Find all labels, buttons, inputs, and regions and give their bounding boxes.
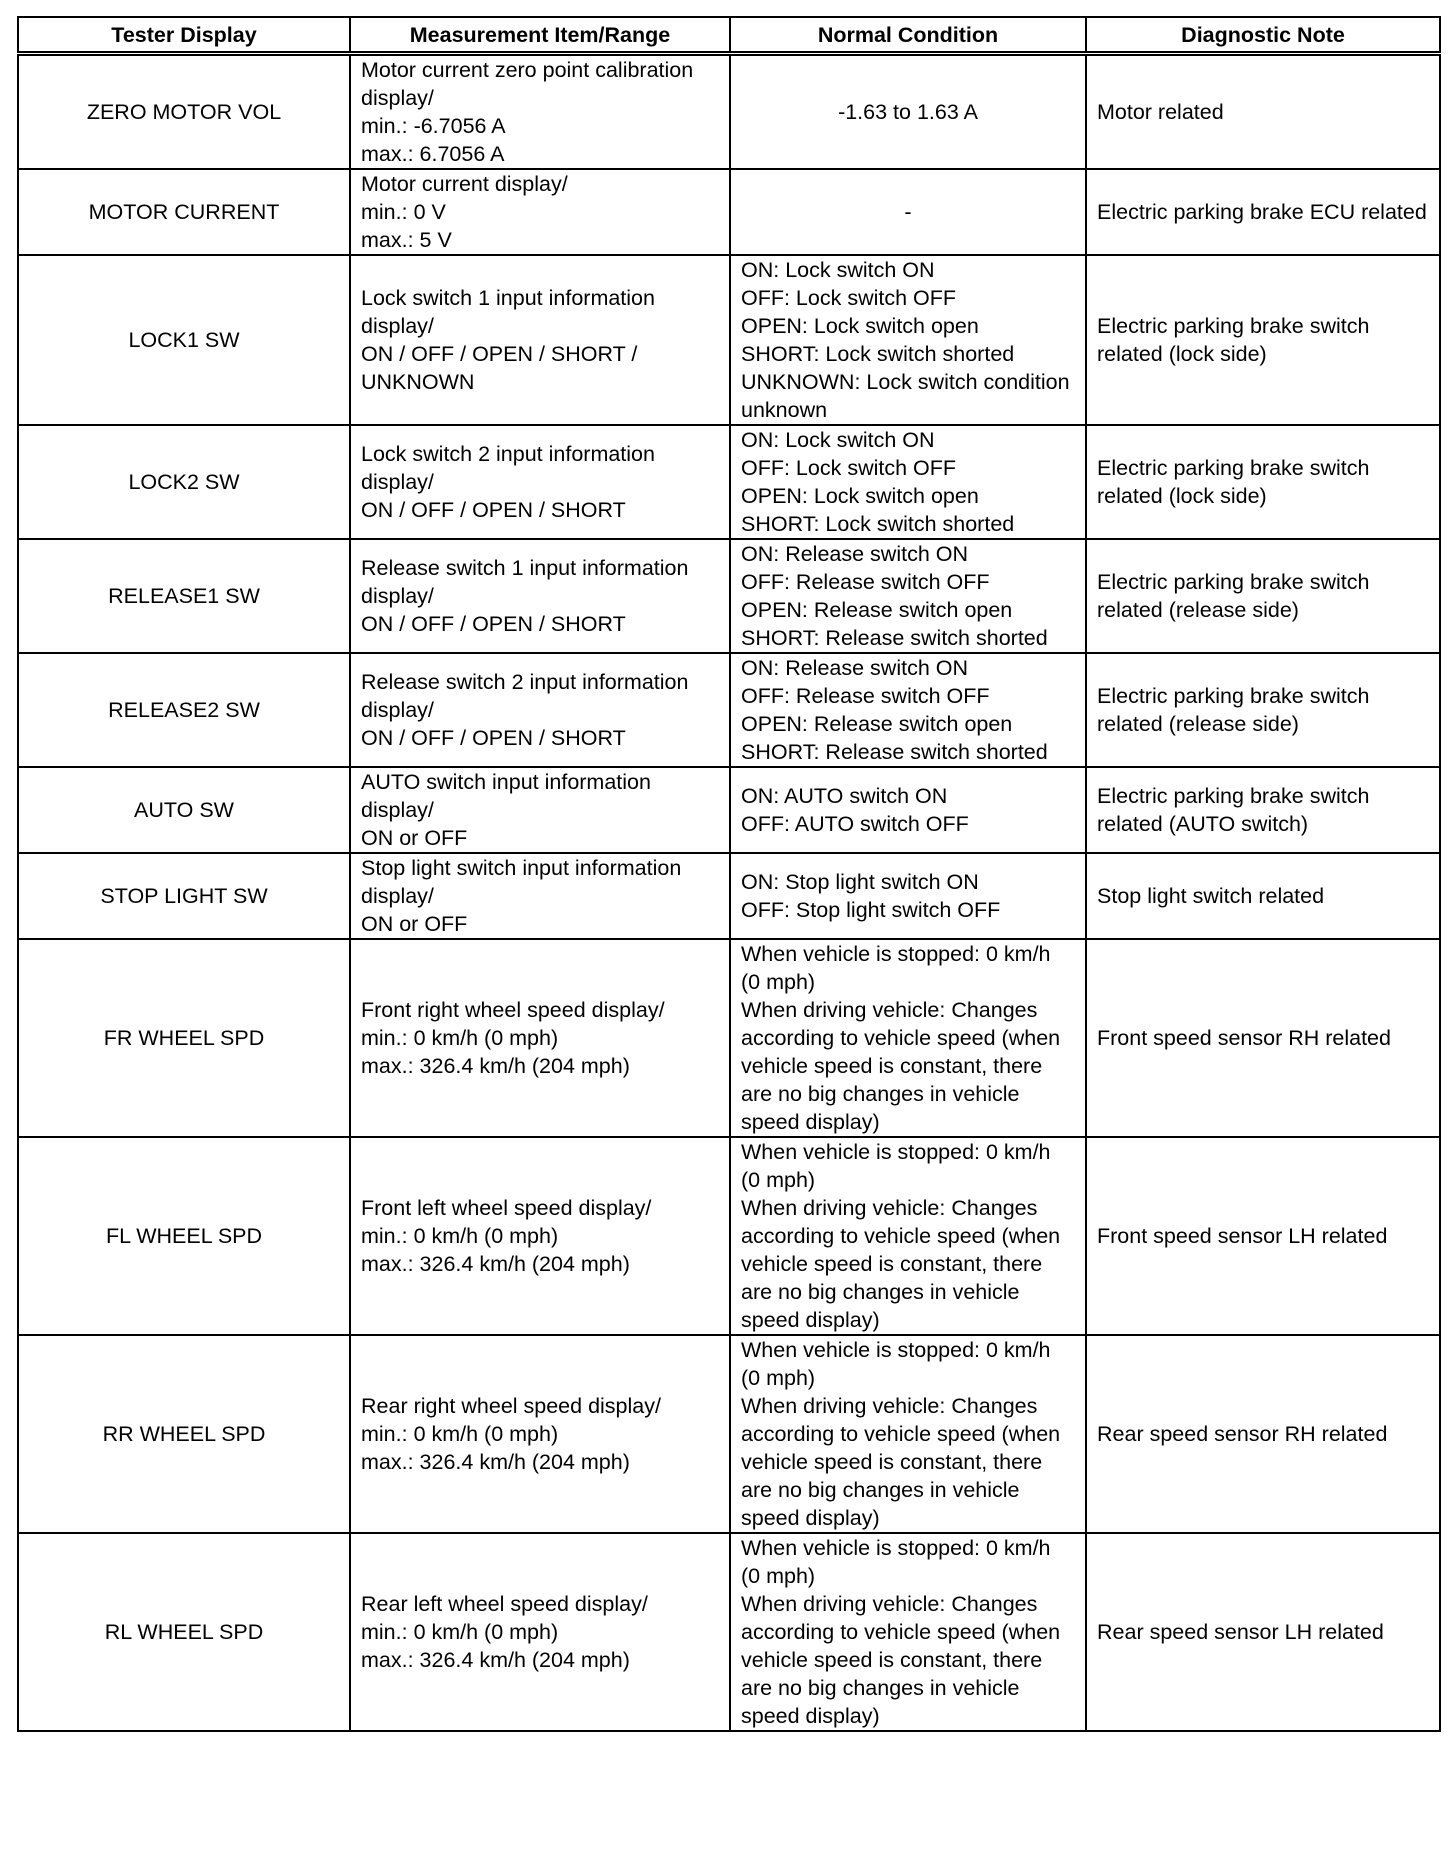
tester-display-cell: RL WHEEL SPD (18, 1533, 350, 1731)
tester-display-cell: LOCK2 SW (18, 425, 350, 539)
normal-condition-cell: - (730, 169, 1086, 255)
normal-condition-cell: ON: AUTO switch ON OFF: AUTO switch OFF (730, 767, 1086, 853)
tester-display-cell: RELEASE2 SW (18, 653, 350, 767)
tester-display-cell: RELEASE1 SW (18, 539, 350, 653)
diagnostic-note-cell: Electric parking brake ECU related (1086, 169, 1440, 255)
table-row (18, 425, 1440, 539)
header-row (18, 17, 1440, 54)
diagnostic-note-cell: Motor related (1086, 54, 1440, 170)
table-row (18, 255, 1440, 425)
measurement-cell: Release switch 1 input information display/ ON / OFF / OPEN / SHORT (350, 539, 730, 653)
tester-display-cell: RR WHEEL SPD (18, 1335, 350, 1533)
data-list-table (17, 16, 1441, 1732)
diagnostic-note-cell: Electric parking brake switch related (release side) (1086, 539, 1440, 653)
measurement-cell: Motor current zero point calibration display/ min.: -6.7056 A max.: 6.7056 A (350, 54, 730, 170)
diagnostic-note-cell: Stop light switch related (1086, 853, 1440, 939)
measurement-cell: Stop light switch input information display/ ON or OFF (350, 853, 730, 939)
diagnostic-note-cell: Rear speed sensor LH related (1086, 1533, 1440, 1731)
normal-condition-cell: When vehicle is stopped: 0 km/h (0 mph) When driving vehicle: Changes according to vehicle speed (when vehicle speed is constant, there are no big changes in vehicle speed display) (730, 939, 1086, 1137)
normal-condition-cell: When vehicle is stopped: 0 km/h (0 mph) When driving vehicle: Changes according to vehicle speed (when vehicle speed is constant, there are no big changes in vehicle speed display) (730, 1137, 1086, 1335)
diagnostic-note-cell: Electric parking brake switch related (lock side) (1086, 425, 1440, 539)
diagnostic-note-cell: Electric parking brake switch related (lock side) (1086, 255, 1440, 425)
normal-condition-cell: ON: Release switch ON OFF: Release switch OFF OPEN: Release switch open SHORT: Release switch shorted (730, 653, 1086, 767)
tester-display-cell: MOTOR CURRENT (18, 169, 350, 255)
normal-condition-cell: -1.63 to 1.63 A (730, 54, 1086, 170)
measurement-cell: Front left wheel speed display/ min.: 0 km/h (0 mph) max.: 326.4 km/h (204 mph) (350, 1137, 730, 1335)
tester-display-cell: AUTO SW (18, 767, 350, 853)
normal-condition-cell: ON: Release switch ON OFF: Release switch OFF OPEN: Release switch open SHORT: Release switch shorted (730, 539, 1086, 653)
tester-display-cell: FR WHEEL SPD (18, 939, 350, 1137)
diagnostic-note-cell: Front speed sensor LH related (1086, 1137, 1440, 1335)
table-row (18, 939, 1440, 1137)
table-row (18, 853, 1440, 939)
normal-condition-cell: ON: Lock switch ON OFF: Lock switch OFF OPEN: Lock switch open SHORT: Lock switch shorted (730, 425, 1086, 539)
table-header (18, 17, 1440, 54)
header-tester-display: Tester Display (18, 17, 350, 54)
measurement-cell: Front right wheel speed display/ min.: 0 km/h (0 mph) max.: 326.4 km/h (204 mph) (350, 939, 730, 1137)
normal-condition-cell: When vehicle is stopped: 0 km/h (0 mph) When driving vehicle: Changes according to vehicle speed (when vehicle speed is constant, there are no big changes in vehicle speed display) (730, 1335, 1086, 1533)
table-row (18, 169, 1440, 255)
table-row (18, 54, 1440, 170)
measurement-cell: AUTO switch input information display/ ON or OFF (350, 767, 730, 853)
tester-display-cell: FL WHEEL SPD (18, 1137, 350, 1335)
tester-display-cell: LOCK1 SW (18, 255, 350, 425)
normal-condition-cell: When vehicle is stopped: 0 km/h (0 mph) When driving vehicle: Changes according to vehicle speed (when vehicle speed is constant, there are no big changes in vehicle speed display) (730, 1533, 1086, 1731)
table-row (18, 1335, 1440, 1533)
measurement-cell: Rear left wheel speed display/ min.: 0 km/h (0 mph) max.: 326.4 km/h (204 mph) (350, 1533, 730, 1731)
table-row (18, 1533, 1440, 1731)
header-diagnostic-note: Diagnostic Note (1086, 17, 1440, 54)
header-measurement-item: Measurement Item/Range (350, 17, 730, 54)
table-row (18, 767, 1440, 853)
table-row (18, 539, 1440, 653)
normal-condition-cell: ON: Lock switch ON OFF: Lock switch OFF OPEN: Lock switch open SHORT: Lock switch shorted UNKNOWN: Lock switch condition unknown (730, 255, 1086, 425)
diagnostic-note-cell: Electric parking brake switch related (AUTO switch) (1086, 767, 1440, 853)
measurement-cell: Release switch 2 input information display/ ON / OFF / OPEN / SHORT (350, 653, 730, 767)
table-row (18, 653, 1440, 767)
measurement-cell: Lock switch 1 input information display/ ON / OFF / OPEN / SHORT / UNKNOWN (350, 255, 730, 425)
diagnostic-note-cell: Electric parking brake switch related (release side) (1086, 653, 1440, 767)
tester-display-cell: ZERO MOTOR VOL (18, 54, 350, 170)
tester-display-cell: STOP LIGHT SW (18, 853, 350, 939)
measurement-cell: Rear right wheel speed display/ min.: 0 km/h (0 mph) max.: 326.4 km/h (204 mph) (350, 1335, 730, 1533)
table-body (18, 54, 1440, 1732)
diagnostic-note-cell: Rear speed sensor RH related (1086, 1335, 1440, 1533)
table-row (18, 1137, 1440, 1335)
header-normal-condition: Normal Condition (730, 17, 1086, 54)
measurement-cell: Motor current display/ min.: 0 V max.: 5 V (350, 169, 730, 255)
diagnostic-note-cell: Front speed sensor RH related (1086, 939, 1440, 1137)
normal-condition-cell: ON: Stop light switch ON OFF: Stop light switch OFF (730, 853, 1086, 939)
measurement-cell: Lock switch 2 input information display/ ON / OFF / OPEN / SHORT (350, 425, 730, 539)
